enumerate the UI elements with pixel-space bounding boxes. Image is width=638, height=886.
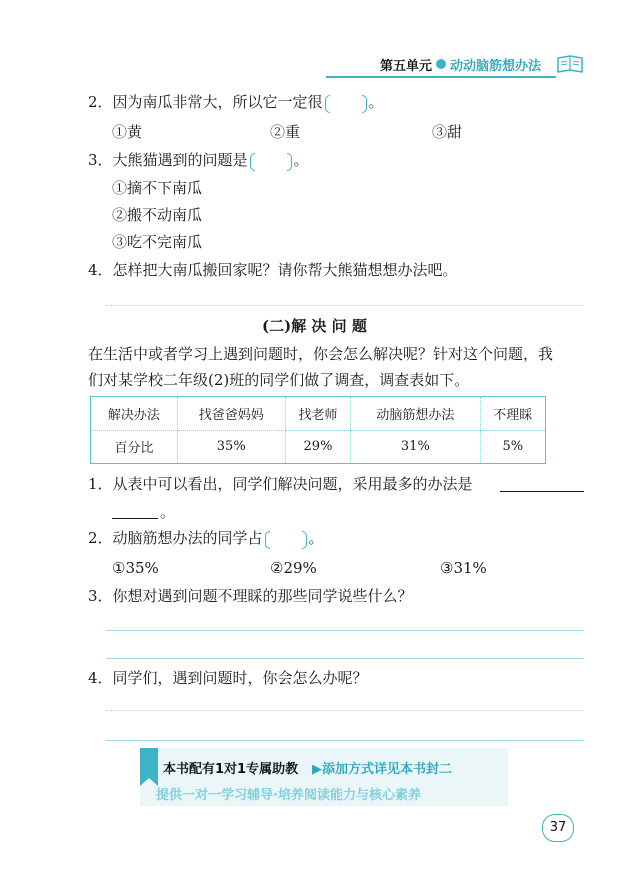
- bookmark-icon: [140, 748, 158, 778]
- intro-line-1: 在生活中或者学习上遇到问题时，你会怎么解决呢？针对这个问题，我: [88, 345, 554, 363]
- answer-line[interactable]: [500, 491, 584, 492]
- option-p1-2-b[interactable]: ②重: [270, 123, 301, 141]
- table-row: [91, 430, 546, 464]
- option-s2-2-a[interactable]: ①35%: [112, 559, 159, 577]
- table-header: 找老师: [285, 397, 350, 431]
- table-header: 找爸爸妈妈: [177, 397, 285, 431]
- header-rule: [326, 76, 556, 78]
- answer-blank[interactable]: [263, 530, 309, 548]
- answer-line[interactable]: [106, 305, 584, 306]
- banner-line-1: 本书配有1对1专属助教: [163, 762, 299, 777]
- question-text: 2．动脑筋想办法的同学占: [88, 529, 263, 547]
- question-s2-2: [88, 528, 324, 548]
- option-p1-3-b[interactable]: ②搬不动南瓜: [112, 206, 203, 224]
- answer-blank[interactable]: [248, 152, 294, 170]
- table-cell: 35%: [177, 430, 285, 464]
- option-p1-2-a[interactable]: ①黄: [112, 123, 143, 141]
- option-s2-2-c[interactable]: ③31%: [440, 559, 487, 577]
- question-p1-3: [88, 150, 309, 170]
- question-text: 3．大熊猫遇到的问题是: [88, 151, 248, 169]
- unit-title: 动动脑筋想办法: [450, 59, 542, 74]
- option-s2-2-b[interactable]: ②29%: [270, 559, 317, 577]
- question-text: 2．因为南瓜非常大，所以它一定很: [88, 93, 323, 111]
- unit-label: 第五单元: [380, 59, 433, 74]
- page-number: 37: [542, 814, 574, 842]
- answer-line[interactable]: [106, 710, 584, 711]
- intro-line-2: 们对某学校二年级(2)班的同学们做了调查，调查表如下。: [88, 371, 470, 389]
- question-end: 。: [308, 529, 324, 547]
- answer-line[interactable]: [106, 658, 584, 659]
- question-p1-4: 4．怎样把大南瓜搬回家呢？请你帮大熊猫想想办法吧。: [88, 261, 458, 279]
- answer-line[interactable]: [106, 630, 584, 631]
- section-title: (二)解 决 问 题: [262, 317, 367, 335]
- table-header: 动脑筋想办法: [351, 397, 480, 431]
- table-cell: 29%: [285, 430, 350, 464]
- table-cell: 5%: [480, 430, 546, 464]
- option-p1-2-c[interactable]: ③甜: [432, 123, 463, 141]
- question-end: 。: [368, 93, 384, 111]
- table-cell: 百分比: [91, 430, 178, 464]
- question-s2-1: 1．从表中可以看出，同学们解决问题，采用最多的办法是: [88, 475, 473, 493]
- banner-line-2: 提供一对一学习辅导·培养阅读能力与核心素养: [156, 788, 421, 803]
- table-row: [91, 397, 546, 431]
- question-p1-2: [88, 92, 384, 112]
- answer-blank[interactable]: [323, 94, 369, 112]
- option-p1-3-a[interactable]: ①摘不下南瓜: [112, 179, 203, 197]
- question-end: 。: [160, 503, 176, 521]
- survey-table: [90, 396, 546, 464]
- table-header: 解决办法: [91, 397, 178, 431]
- question-end: 。: [293, 151, 309, 169]
- question-s2-4: 4．同学们，遇到问题时，你会怎么办呢？: [88, 669, 368, 687]
- book-icon: [556, 54, 584, 74]
- question-s2-3: 3．你想对遇到问题不理睬的那些同学说些什么？: [88, 587, 413, 605]
- table-cell: 31%: [351, 430, 480, 464]
- table-header: 不理睬: [480, 397, 546, 431]
- option-p1-3-c[interactable]: ③吃不完南瓜: [112, 233, 203, 251]
- dot-icon: [436, 59, 446, 69]
- banner-line-1-accent: ▶添加方式详见本书封二: [312, 762, 452, 777]
- answer-line[interactable]: [106, 740, 584, 741]
- answer-line[interactable]: [112, 518, 158, 519]
